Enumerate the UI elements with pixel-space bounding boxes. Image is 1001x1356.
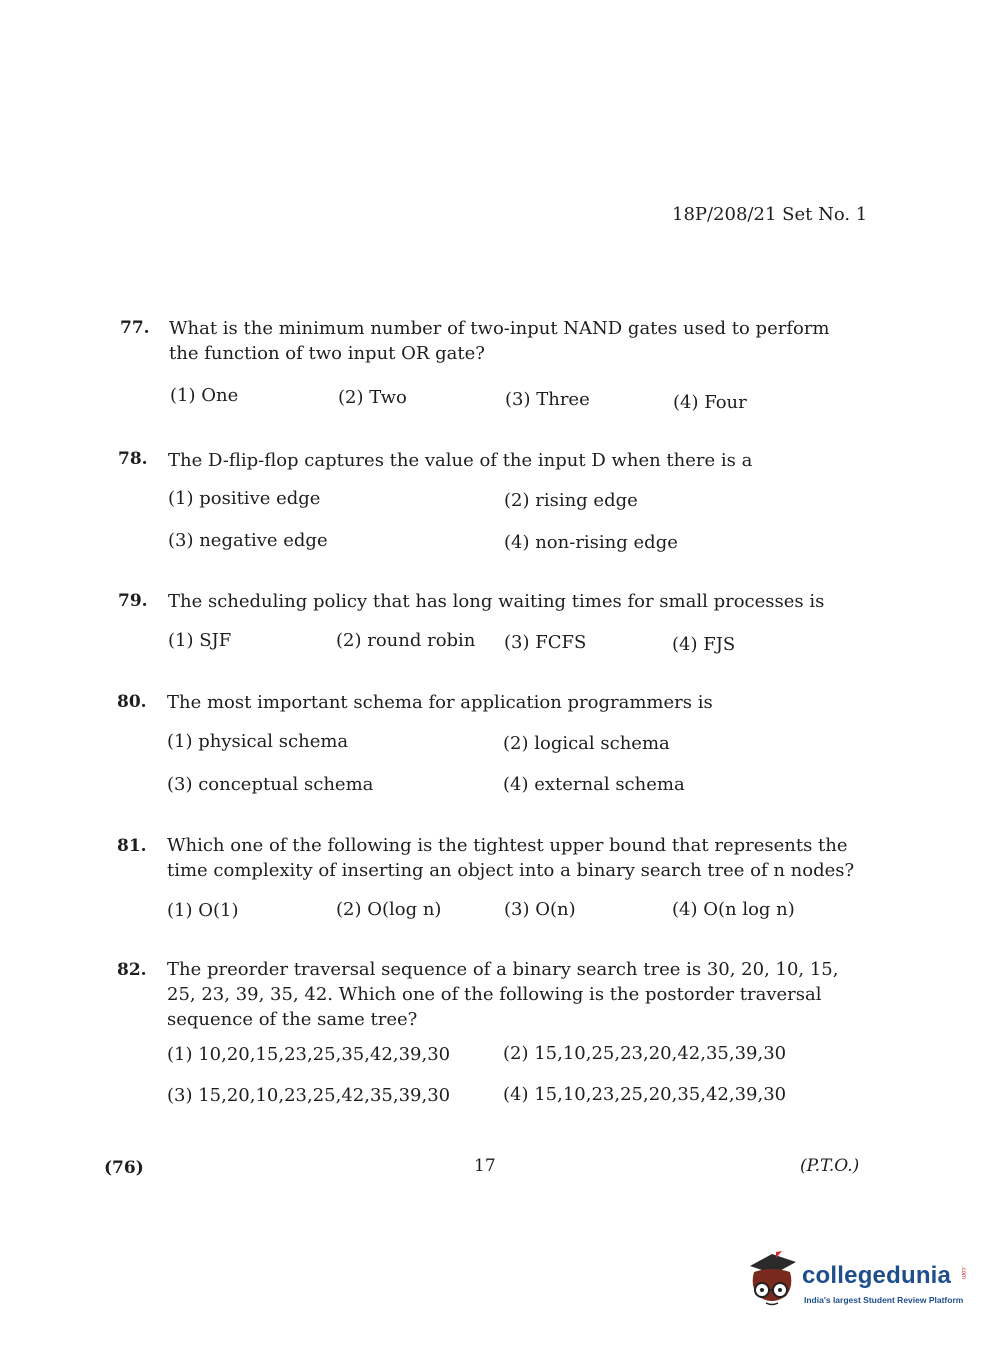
question-text: The scheduling policy that has long waiting times for small processes is bbox=[168, 591, 825, 612]
option-4: (4) non-rising edge bbox=[504, 532, 678, 553]
page-number: 17 bbox=[474, 1156, 496, 1176]
option-1: (1) SJF bbox=[168, 630, 232, 651]
question-number: 80. bbox=[117, 692, 147, 712]
option-2: (2) logical schema bbox=[503, 733, 670, 754]
question-text: What is the minimum number of two-input NAND gates used to perform the function of two input OR gate? bbox=[169, 318, 830, 364]
collegedunia-logo bbox=[742, 1248, 972, 1318]
pto-marker: (P.T.O.) bbox=[800, 1156, 860, 1176]
logo-suffix: .com bbox=[960, 1266, 966, 1280]
option-3: (3) Three bbox=[505, 389, 590, 410]
option-3: (3) negative edge bbox=[168, 530, 328, 551]
option-4: (4) Four bbox=[673, 392, 747, 413]
footer-code: (76) bbox=[104, 1158, 144, 1178]
option-1: (1) physical schema bbox=[167, 731, 349, 752]
question-text: The preorder traversal sequence of a binary search tree is 30, 20, 10, 15, 25, 23, 39, 35, 42. Which one of the following is the postorder traversal sequence of the same tree? bbox=[167, 959, 839, 1030]
option-3: (3) FCFS bbox=[504, 632, 587, 653]
question-text: The most important schema for application programmers is bbox=[167, 692, 713, 713]
option-2: (2) 15,10,25,23,20,42,35,39,30 bbox=[503, 1043, 787, 1064]
option-1: (1) O(1) bbox=[167, 900, 239, 921]
question-number: 77. bbox=[120, 318, 150, 338]
option-2: (2) rising edge bbox=[504, 490, 638, 511]
option-4: (4) O(n log n) bbox=[672, 899, 795, 920]
question-number: 78. bbox=[118, 449, 148, 469]
option-3: (3) O(n) bbox=[504, 899, 576, 920]
option-3: (3) 15,20,10,23,25,42,35,39,30 bbox=[167, 1085, 451, 1106]
option-4: (4) external schema bbox=[503, 774, 685, 795]
logo-wordmark: collegedunia bbox=[802, 1262, 952, 1289]
paper-code: 18P/208/21 Set No. 1 bbox=[672, 204, 868, 225]
question-number: 79. bbox=[118, 591, 148, 611]
option-2: (2) O(log n) bbox=[336, 899, 442, 920]
option-2: (2) round robin bbox=[336, 630, 476, 651]
mascot-icon bbox=[742, 1248, 804, 1312]
option-1: (1) 10,20,15,23,25,35,42,39,30 bbox=[167, 1044, 451, 1065]
option-2: (2) Two bbox=[338, 387, 407, 408]
option-4: (4) 15,10,23,25,20,35,42,39,30 bbox=[503, 1084, 787, 1105]
option-3: (3) conceptual schema bbox=[167, 774, 374, 795]
option-1: (1) positive edge bbox=[168, 488, 321, 509]
question-number: 81. bbox=[117, 836, 147, 856]
option-1: (1) One bbox=[170, 385, 239, 406]
logo-tagline: India's largest Student Review Platform bbox=[804, 1295, 964, 1305]
question-number: 82. bbox=[117, 960, 147, 980]
option-4: (4) FJS bbox=[672, 634, 736, 655]
question-text: Which one of the following is the tightest upper bound that represents the time complexity of inserting an object into a binary search tree of n nodes? bbox=[167, 835, 855, 881]
question-text: The D-flip-flop captures the value of the input D when there is a bbox=[168, 450, 753, 471]
